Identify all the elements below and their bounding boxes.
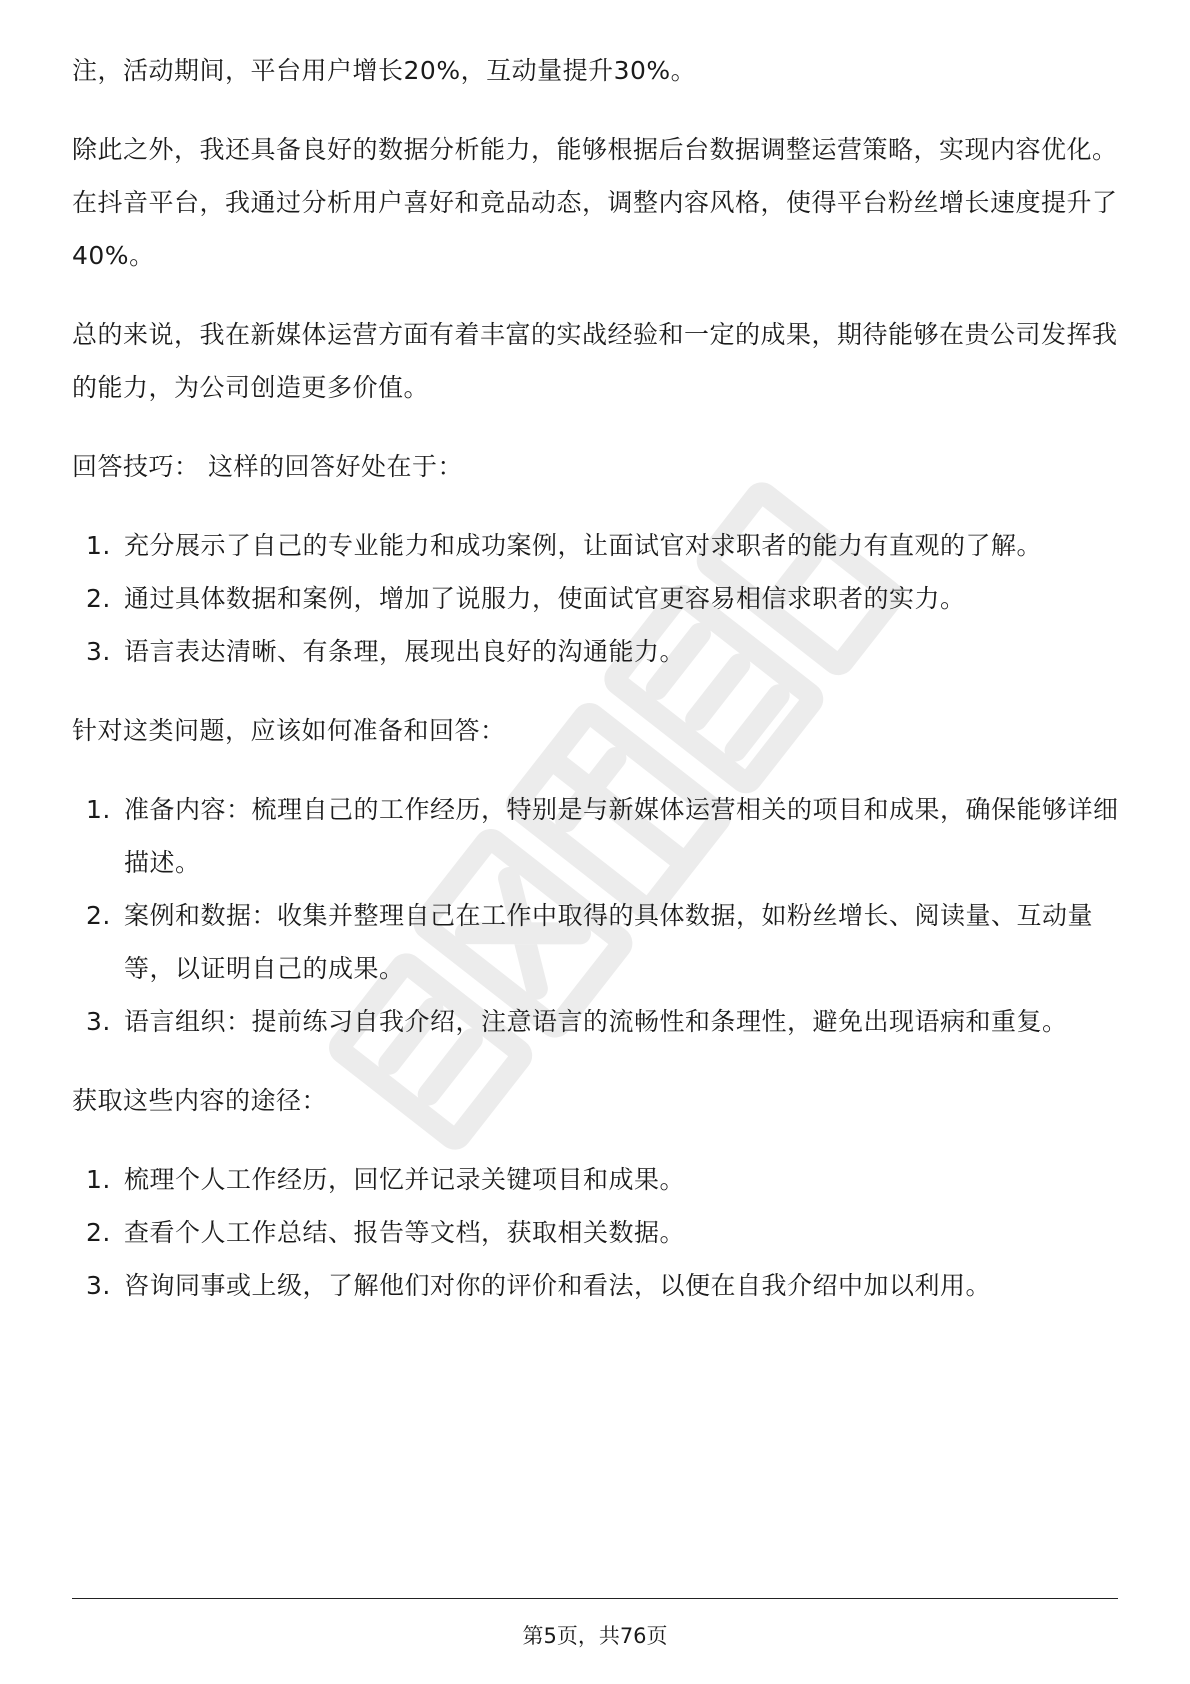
list-item (72, 519, 1122, 572)
list-item-text: 语言组织：提前练习自我介绍，注意语言的流畅性和条理性，避免出现语病和重复。 (124, 1007, 1068, 1036)
list-item-text: 充分展示了自己的专业能力和成功案例，让面试官对求职者的能力有直观的了解。 (124, 531, 1043, 560)
tips-list (72, 519, 1122, 678)
document-body (72, 44, 1122, 1338)
list-number: 3. (86, 637, 111, 666)
list-number: 3. (86, 1007, 111, 1036)
list-item (72, 889, 1122, 995)
list-number: 2. (86, 1218, 111, 1247)
list-item-text: 咨询同事或上级，了解他们对你的评价和看法，以便在自我介绍中加以利用。 (124, 1271, 992, 1300)
list-number: 2. (86, 584, 111, 613)
list-number: 1. (86, 795, 111, 824)
list-item (72, 625, 1122, 678)
list-item (72, 1153, 1122, 1206)
section-heading-tips: 回答技巧： 这样的回答好处在于： (72, 452, 463, 481)
list-item (72, 783, 1122, 889)
list-item (72, 1259, 1122, 1312)
list-item (72, 572, 1122, 625)
section-heading-prepare: 针对这类问题，应该如何准备和回答： (72, 716, 506, 745)
paragraph: 除此之外，我还具备良好的数据分析能力，能够根据后台数据调整运营策略，实现内容优化。在抖音平台，我通过分析用户喜好和竞品动态，调整内容风格，使得平台粉丝增长速度提升了40%。 (72, 135, 1118, 270)
page-number: 第5页，共76页 (522, 1624, 668, 1648)
list-number: 1. (86, 531, 111, 560)
list-item-text: 查看个人工作总结、报告等文档，获取相关数据。 (124, 1218, 686, 1247)
list-number: 2. (86, 901, 111, 930)
prepare-list (72, 783, 1122, 1048)
list-item-text: 语言表达清晰、有条理，展现出良好的沟通能力。 (124, 637, 686, 666)
list-item-text: 准备内容：梳理自己的工作经历，特别是与新媒体运营相关的项目和成果，确保能够详细描述。 (124, 795, 1119, 877)
list-number: 3. (86, 1271, 111, 1300)
paragraph: 总的来说，我在新媒体运营方面有着丰富的实战经验和一定的成果，期待能够在贵公司发挥我的能力，为公司创造更多价值。 (72, 320, 1118, 402)
paragraph: 注，活动期间，平台用户增长20%，互动量提升30%。 (72, 56, 697, 85)
footer-divider (72, 1598, 1118, 1599)
list-item (72, 995, 1122, 1048)
section-heading-sources: 获取这些内容的途径： (72, 1086, 328, 1115)
list-item (72, 1206, 1122, 1259)
list-item-text: 梳理个人工作经历，回忆并记录关键项目和成果。 (124, 1165, 686, 1194)
list-item-text: 案例和数据：收集并整理自己在工作中取得的具体数据，如粉丝增长、阅读量、互动量等，以证明自己的成果。 (124, 901, 1094, 983)
list-item-text: 通过具体数据和案例，增加了说服力，使面试官更容易相信求职者的实力。 (124, 584, 966, 613)
list-number: 1. (86, 1165, 111, 1194)
sources-list (72, 1153, 1122, 1312)
